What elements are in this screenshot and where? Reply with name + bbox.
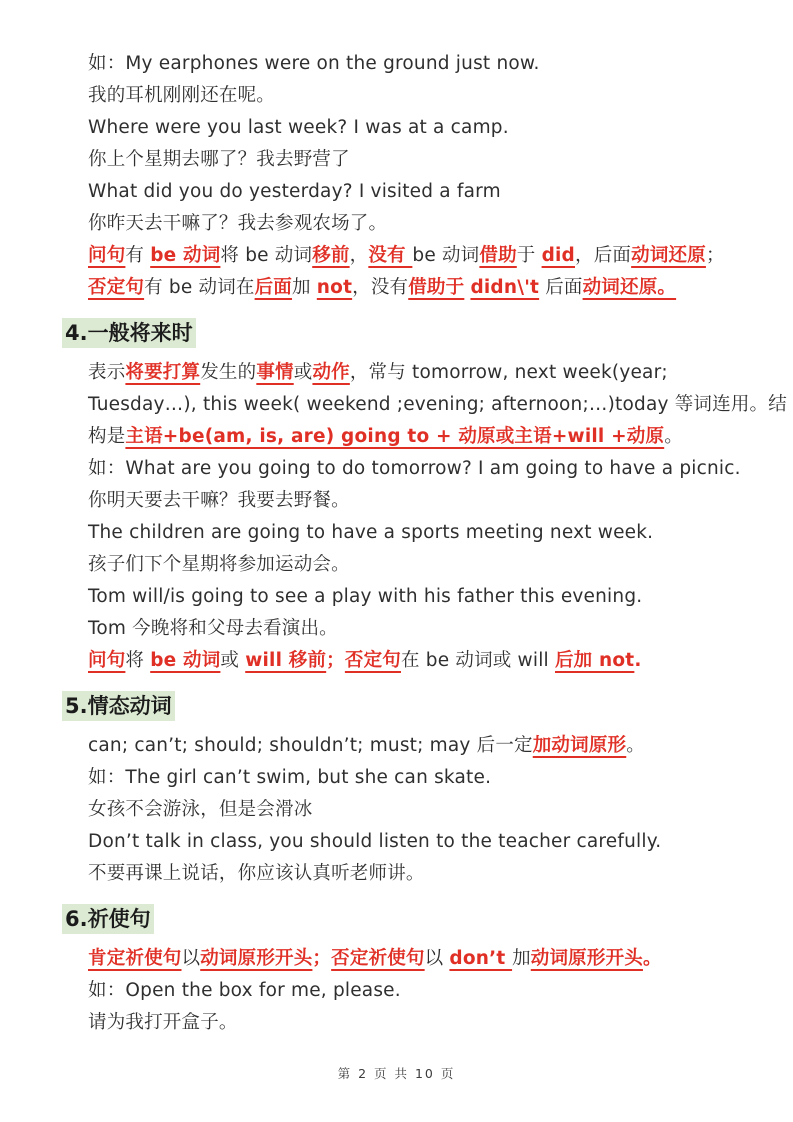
text-segment: Where were you last week? I was at a camp.: [88, 117, 509, 138]
text-line: [88, 1007, 773, 1039]
text-segment: ，后面: [575, 245, 632, 266]
text-line: [88, 517, 773, 549]
text-line: [88, 826, 773, 858]
text-line: [88, 762, 773, 794]
text-segment: 问句: [88, 650, 126, 671]
text-line: [88, 943, 773, 975]
text-line: [88, 272, 773, 304]
text-segment: Tom 今晚将和父母去看演出。: [88, 618, 338, 639]
text-segment: 将要打算: [125, 362, 201, 383]
text-segment: 不要再课上说话，你应该认真听老师讲。: [88, 863, 425, 884]
text-segment: 动词原形开头: [200, 948, 313, 969]
text-segment: ，: [349, 245, 369, 266]
text-line: [88, 144, 773, 176]
text-segment: 孩子们下个星期将参加运动会。: [88, 554, 350, 575]
text-segment: can; can’t; should; shouldn’t; must; may 后一定: [88, 735, 533, 756]
text-segment: 构是: [88, 426, 126, 447]
text-segment: Don’t talk in class, you should listen to the teacher carefully.: [88, 831, 662, 852]
text-segment: 移前: [312, 245, 350, 266]
text-segment: ，常与 tomorrow, next week(year;: [349, 362, 668, 383]
text-line: [88, 645, 773, 677]
text-segment: ；: [705, 245, 725, 266]
text-segment: 有 be 动词在: [144, 277, 255, 298]
text-line: [88, 549, 773, 581]
text-segment: 。: [626, 735, 645, 756]
text-segment: 我的耳机刚刚还在呢。: [88, 85, 276, 106]
text-segment: 加: [292, 277, 317, 298]
text-segment: 否定祈使句: [331, 948, 425, 969]
text-segment: 如：The girl can’t swim, but she can skate.: [88, 767, 492, 788]
text-segment: 动词原形开头: [530, 948, 643, 969]
text-line: [88, 858, 773, 890]
text-segment: 如：My earphones were on the ground just now.: [88, 53, 540, 74]
text-segment: What did you do yesterday? I visited a farm: [88, 181, 501, 202]
section-heading-label: 6.祈使句: [62, 904, 154, 934]
text-segment: 你昨天去干嘛了？我去参观农场了。: [88, 213, 388, 234]
text-segment: .: [634, 650, 642, 671]
section-heading-label: 5.情态动词: [62, 691, 175, 721]
text-segment: 或: [293, 362, 313, 383]
page-footer: [0, 1064, 793, 1082]
text-segment: Tom will/is going to see a play with his father this evening.: [88, 586, 643, 607]
text-line: [88, 613, 773, 645]
text-line: [88, 357, 773, 389]
text-segment: ，没有: [352, 277, 409, 298]
text-segment: 后加 not: [554, 650, 635, 671]
text-segment: don’t: [449, 948, 513, 969]
text-segment: 没有: [368, 245, 413, 266]
text-segment: 事情: [256, 362, 294, 383]
section-heading: [62, 691, 793, 724]
text-segment: 将 be 动词: [220, 245, 313, 266]
section-heading-label: 4.一般将来时: [62, 318, 196, 348]
section-heading: [62, 318, 793, 351]
text-line: [88, 80, 773, 112]
text-segment: ；: [326, 650, 345, 671]
text-segment: will 移前: [245, 650, 327, 671]
text-line: [88, 421, 773, 453]
section-heading: [62, 904, 793, 937]
text-segment: 借助: [479, 245, 517, 266]
text-segment: 借助于: [408, 277, 465, 298]
text-segment: 问句: [88, 245, 126, 266]
text-segment: be 动词: [412, 245, 480, 266]
text-segment: 表示: [88, 362, 126, 383]
text-segment: 请为我打开盒子。: [88, 1012, 238, 1033]
text-line: [88, 581, 773, 613]
text-line: [88, 975, 773, 1007]
text-segment: 女孩不会游泳，但是会滑冰: [88, 799, 313, 820]
text-line: [88, 112, 773, 144]
text-segment: 你明天要去干嘛？我要去野餐。: [88, 490, 350, 511]
text-segment: The children are going to have a sports meeting next week.: [88, 522, 654, 543]
text-segment: 发生的: [200, 362, 257, 383]
text-segment: not: [316, 277, 353, 298]
text-segment: did: [541, 245, 576, 266]
text-segment: 后面: [254, 277, 293, 298]
text-line: [88, 389, 787, 421]
text-segment: Tuesday…), this week( weekend ;evening; afternoon;…)today 等词连用。结: [88, 394, 787, 415]
text-line: [88, 208, 773, 240]
text-segment: 有: [125, 245, 151, 266]
text-segment: 。: [642, 948, 662, 969]
text-segment: 将: [125, 650, 151, 671]
text-segment: 否定句: [88, 277, 145, 298]
text-segment: 如：What are you going to do tomorrow? I am going to have a picnic.: [88, 458, 741, 479]
text-segment: 于: [516, 245, 542, 266]
text-segment: 加: [512, 948, 531, 969]
text-segment: 肯定祈使句: [88, 948, 182, 969]
text-segment: 动词还原: [631, 245, 706, 266]
text-segment: 。: [664, 426, 683, 447]
text-segment: 否定句: [344, 650, 401, 671]
text-segment: 后面: [539, 277, 583, 298]
text-line: [88, 730, 773, 762]
text-line: [88, 48, 773, 80]
text-segment: be 动词: [150, 650, 221, 671]
text-line: [88, 794, 773, 826]
text-segment: 在 be 动词或 will: [400, 650, 555, 671]
text-segment: 以: [424, 948, 450, 969]
text-segment: didn\'t: [470, 277, 540, 298]
text-segment: 动作: [312, 362, 350, 383]
text-segment: be 动词: [150, 245, 221, 266]
text-segment: 主语+be(am, is, are) going to + 动原或主语+will +动原: [125, 426, 665, 447]
text-line: [88, 176, 773, 208]
text-segment: 动词还原。: [582, 277, 677, 298]
text-line: [88, 485, 773, 517]
text-line: [88, 453, 773, 485]
text-segment: 如：Open the box for me, please.: [88, 980, 401, 1001]
text-segment: 加动词原形: [532, 735, 627, 756]
text-line: [88, 240, 773, 272]
page-number-label: 第 2 页 共 10 页: [337, 1066, 456, 1081]
text-segment: 以: [181, 948, 201, 969]
text-segment: 或: [220, 650, 246, 671]
text-segment: 你上个星期去哪了？我去野营了: [88, 149, 350, 170]
text-segment: ；: [312, 948, 332, 969]
